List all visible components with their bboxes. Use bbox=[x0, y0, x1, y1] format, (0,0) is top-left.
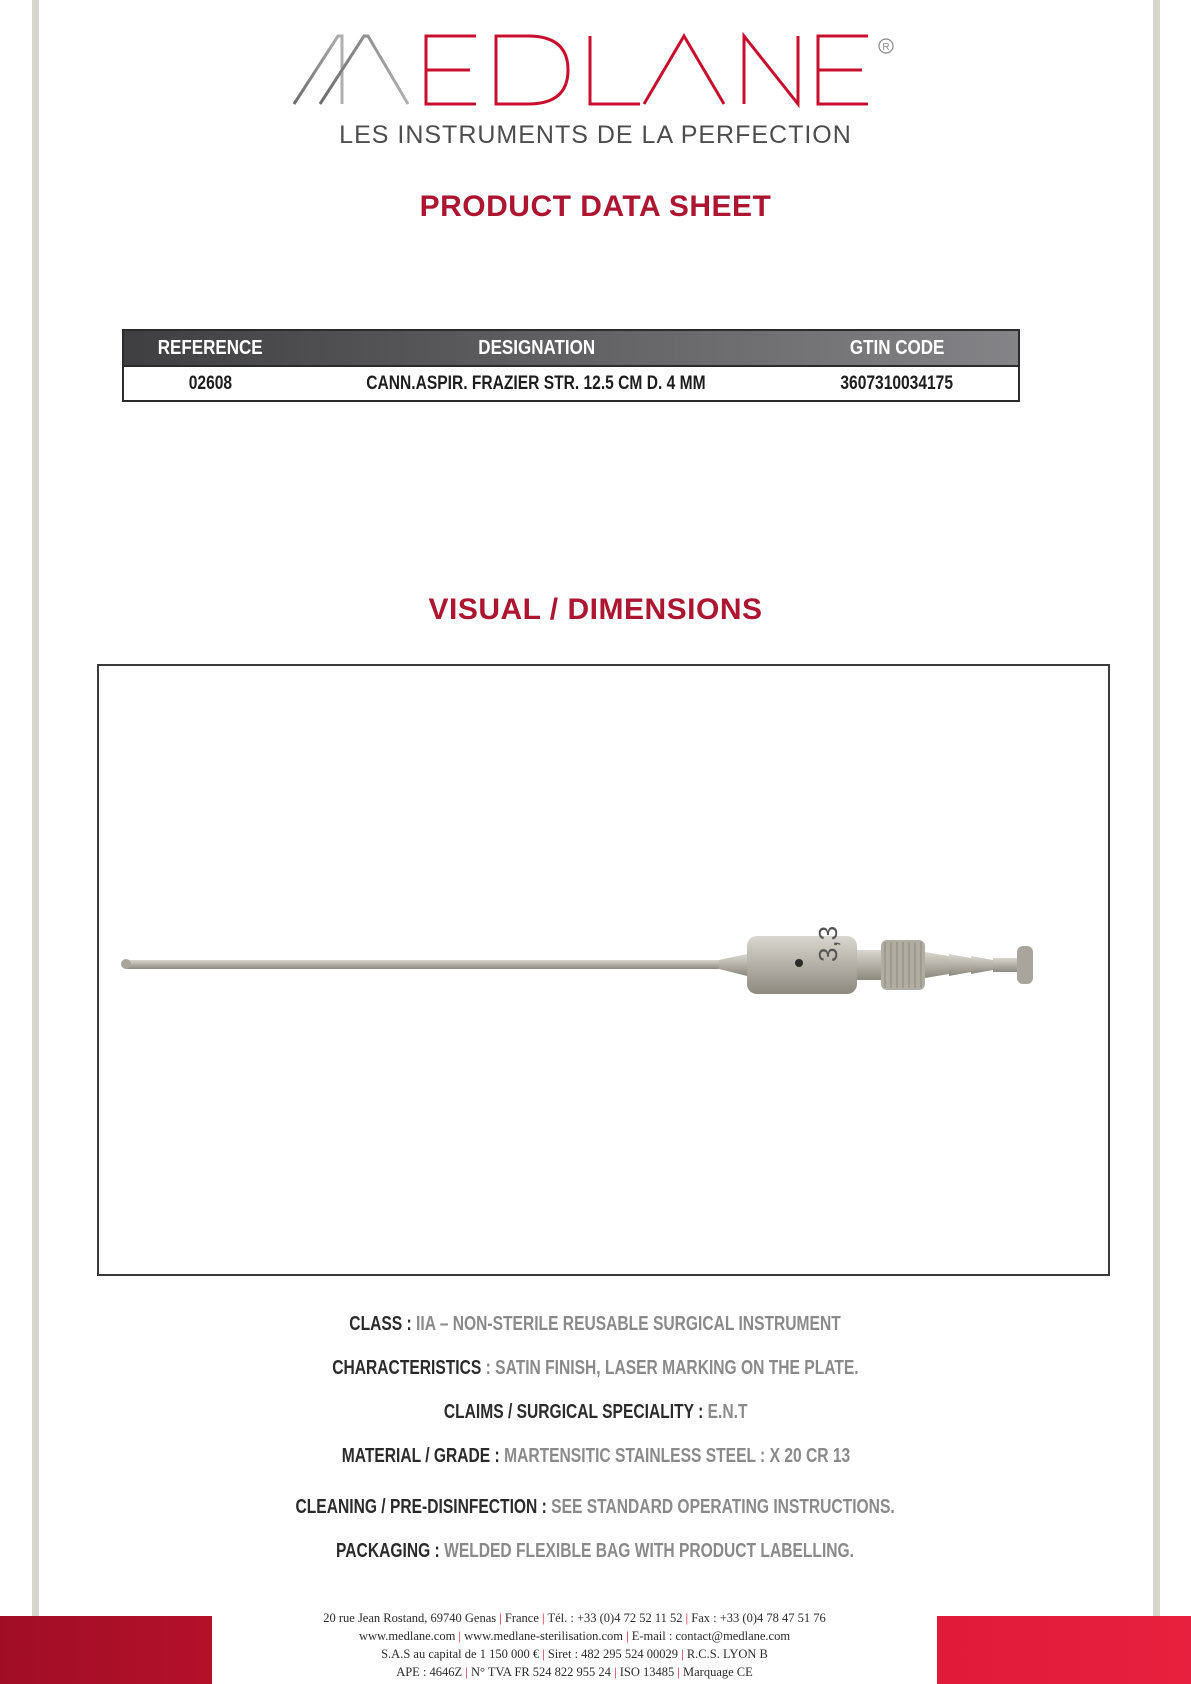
header-reference: REFERENCE bbox=[157, 336, 263, 359]
footer-email[interactable]: E-mail : contact@medlane.com bbox=[631, 1629, 791, 1643]
spec-packaging: PACKAGING : WELDED FLEXIBLE BAG WITH PRODUCT LABELLING. bbox=[336, 1540, 855, 1562]
spec-material: MATERIAL / GRADE : MARTENSITIC STAINLESS STEEL : X 20 CR 13 bbox=[341, 1445, 850, 1467]
spec-characteristics: CHARACTERISTICS : SATIN FINISH, LASER MARKING ON THE PLATE. bbox=[332, 1357, 859, 1379]
brand-tagline: LES INSTRUMENTS DE LA PERFECTION bbox=[339, 121, 852, 149]
header-gtin-code: GTIN CODE bbox=[849, 336, 945, 359]
footer-bar-left bbox=[0, 1616, 212, 1684]
footer-contact bbox=[212, 1609, 937, 1681]
footer-line-address: 20 rue Jean Rostand, 69740 Genas | France | Tél. : +33 (0)4 72 52 11 52 | Fax : +33 (0)4 78 47 51 76 bbox=[323, 1611, 826, 1625]
footer-link-sterilisation[interactable]: www.medlane-sterilisation.com bbox=[464, 1629, 623, 1643]
spec-claims: CLAIMS / SURGICAL SPECIALITY : E.N.T bbox=[443, 1401, 748, 1423]
table-header-row bbox=[123, 330, 1019, 366]
header-designation: DESIGNATION bbox=[477, 336, 595, 359]
medlane-logo bbox=[290, 28, 900, 108]
footer-link-medlane[interactable]: www.medlane.com bbox=[358, 1629, 456, 1643]
cell-gtin-code: 3607310034175 bbox=[776, 366, 1019, 401]
cell-designation: CANN.ASPIR. FRAZIER STR. 12.5 CM D. 4 MM bbox=[297, 366, 776, 401]
svg-text:3,3: 3,3 bbox=[813, 926, 843, 962]
spec-class: CLASS : IIA – NON-STERILE REUSABLE SURGICAL INSTRUMENT bbox=[349, 1313, 842, 1335]
page-title: PRODUCT DATA SHEET bbox=[419, 190, 772, 223]
suction-cannula-image bbox=[119, 926, 1069, 1006]
table-row bbox=[123, 366, 1019, 401]
product-visual-frame bbox=[97, 664, 1110, 1276]
footer-line-company: S.A.S au capital de 1 150 000 € | Siret : 482 295 524 00029 | R.C.S. LYON B bbox=[381, 1647, 768, 1661]
svg-text:R: R bbox=[882, 42, 890, 53]
cell-reference: 02608 bbox=[123, 366, 297, 401]
section-title-visual: VISUAL / DIMENSIONS bbox=[428, 593, 763, 626]
footer-line-web: www.medlane.com | www.medlane-sterilisation.com | E-mail : contact@medlane.com bbox=[358, 1629, 791, 1643]
reference-table bbox=[122, 329, 1020, 402]
spec-cleaning: CLEANING / PRE-DISINFECTION : SEE STANDARD OPERATING INSTRUCTIONS. bbox=[295, 1496, 896, 1518]
footer-line-registration: APE : 4646Z | N° TVA FR 524 822 955 24 | ISO 13485 | Marquage CE bbox=[396, 1665, 753, 1679]
footer-bar-right bbox=[937, 1616, 1191, 1684]
